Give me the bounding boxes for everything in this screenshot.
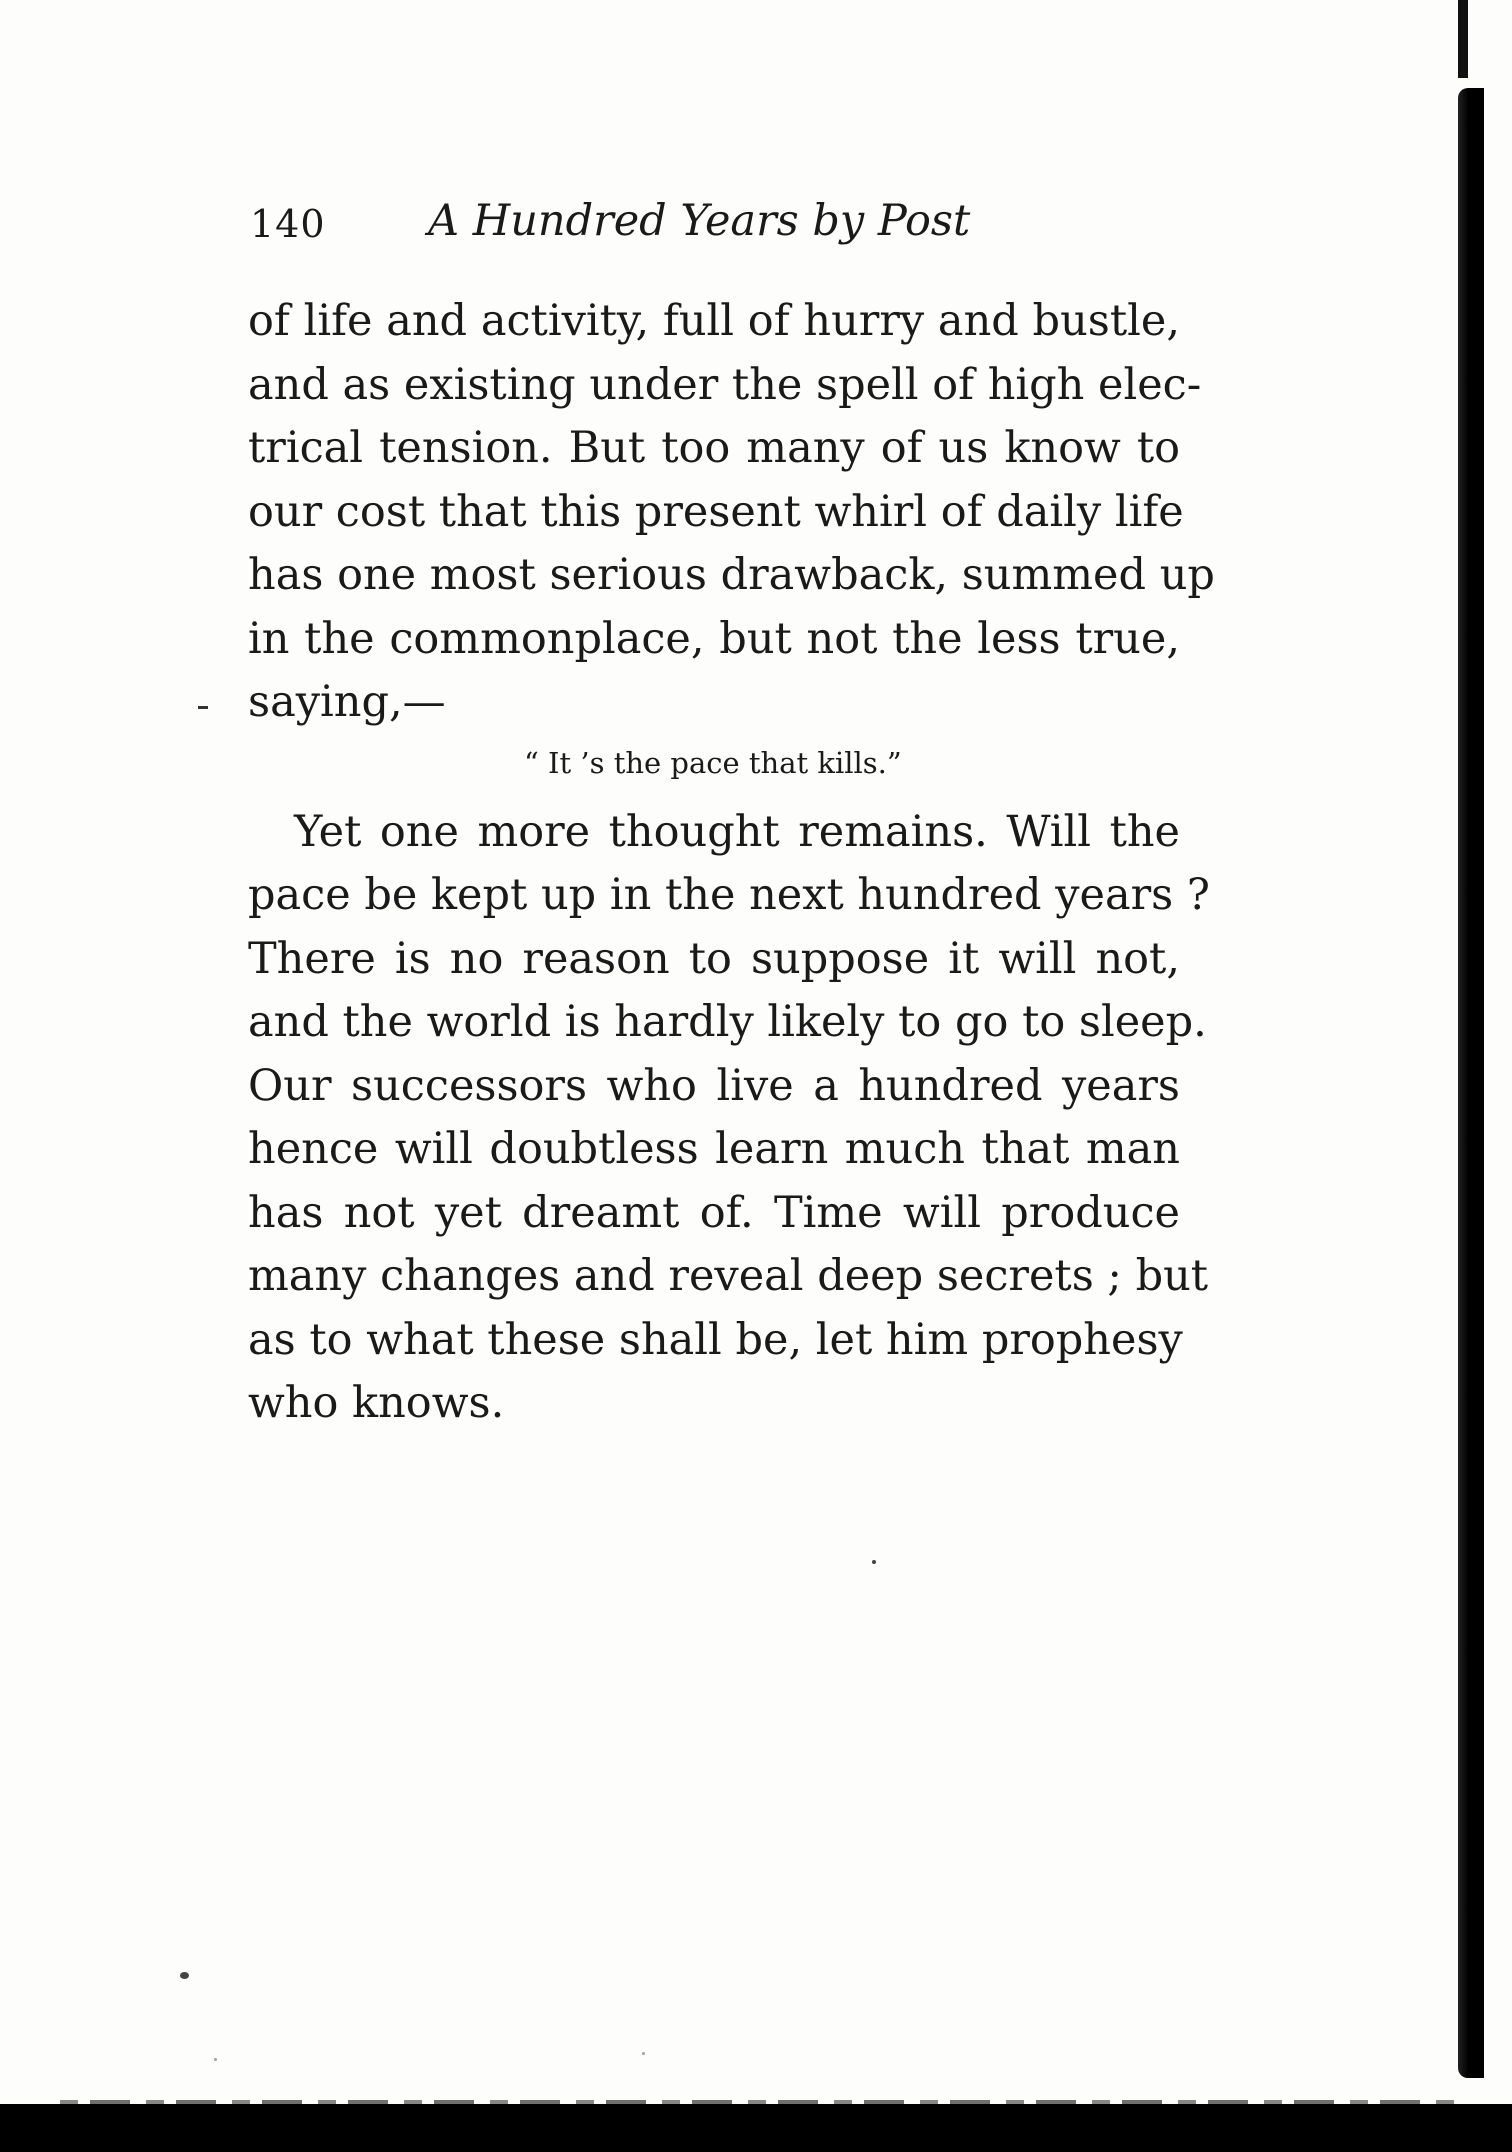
page-number: 140 — [250, 202, 326, 246]
page-header — [250, 196, 1010, 256]
running-title: A Hundred Years by Post — [428, 196, 971, 246]
text-line: in the commonplace, but not the less true, — [248, 613, 1180, 664]
block-quote: “ It ’s the pace that kills.” — [524, 745, 902, 780]
text-line: who knows. — [248, 1378, 505, 1428]
text-line: has not yet dreamt of. Time will produce — [248, 1187, 1180, 1238]
scan-edge-right — [1458, 88, 1484, 2078]
text-line: and the world is hardly likely to go to sleep. — [248, 997, 1207, 1047]
text-line: There is no reason to suppose it will not, — [248, 933, 1180, 984]
text-line: hence will doubtless learn much that man — [248, 1124, 1180, 1174]
paper-speck — [214, 2058, 217, 2061]
text-line: many changes and reveal deep secrets ; but — [248, 1251, 1209, 1301]
text-line: Yet one more thought remains. Will the — [294, 806, 1180, 857]
text-line: our cost that this present whirl of daily life — [248, 486, 1184, 537]
text-line: as to what these shall be, let him prophesy — [248, 1314, 1183, 1365]
paragraph-2 — [248, 801, 1210, 1436]
paper-speck — [872, 1560, 876, 1564]
body-text — [248, 290, 1215, 1436]
text-line: saying,— — [248, 677, 446, 727]
margin-mark — [198, 706, 208, 709]
text-line: pace be kept up in the next hundred years ? — [248, 870, 1210, 920]
text-line: has one most serious drawback, summed up — [248, 550, 1215, 600]
paper-speck — [642, 2052, 645, 2055]
text-line: of life and activity, full of hurry and bustle, — [248, 296, 1180, 346]
scan-edge-right-top — [1458, 0, 1468, 78]
text-line: Our successors who live a hundred years — [248, 1060, 1180, 1111]
text-line: trical tension. But too many of us know to — [248, 423, 1180, 473]
paper-speck — [180, 1972, 189, 1979]
paragraph-1 — [248, 290, 1215, 735]
scan-edge-bottom — [0, 2104, 1512, 2152]
text-line: and as existing under the spell of high elec- — [248, 359, 1202, 410]
